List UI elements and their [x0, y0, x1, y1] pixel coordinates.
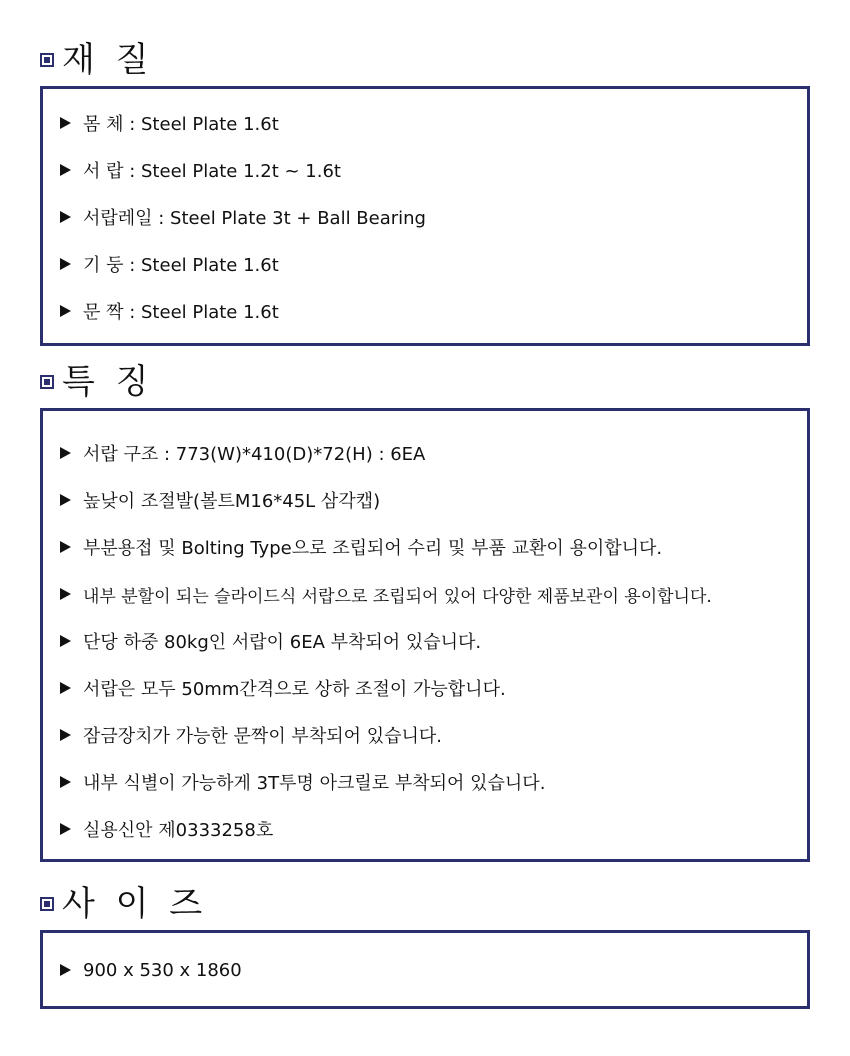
list-item-text: 몸 체 : Steel Plate 1.6t: [83, 114, 279, 135]
section-title-size: [40, 882, 202, 926]
triangle-bullet-icon: [60, 258, 71, 270]
triangle-bullet-icon: [60, 729, 71, 741]
list-item: [60, 722, 442, 748]
triangle-bullet-icon: [60, 494, 71, 506]
list-item: [60, 251, 279, 277]
list-item: [60, 957, 242, 983]
list-item: [60, 440, 425, 466]
list-item: [60, 487, 380, 513]
list-item-text: 높낮이 조절발(볼트M16*45L 삼각캡): [83, 491, 381, 512]
list-item-text: 서랍 구조 : 773(W)*410(D)*72(H) : 6EA: [83, 444, 426, 465]
list-item-text: 내부 분할이 되는 슬라이드식 서랍으로 조립되어 있어 다양한 제품보관이 용이합니다.: [83, 586, 712, 607]
section-title-text: 특 징: [62, 362, 149, 402]
square-bullet-icon: [40, 53, 54, 67]
section-title-text: 사 이 즈: [62, 884, 203, 924]
list-item-text: 서랍은 모두 50mm간격으로 상하 조절이 가능합니다.: [83, 679, 506, 700]
list-item-text: 900 x 530 x 1860: [83, 959, 242, 981]
list-item: [60, 204, 426, 230]
list-item: [60, 816, 273, 842]
list-item: [60, 769, 545, 795]
list-item: [60, 628, 481, 654]
section-title-features: [40, 360, 149, 404]
list-item: [60, 675, 506, 701]
section-title-material: [40, 38, 149, 82]
section-title-text: 재 질: [62, 40, 149, 80]
triangle-bullet-icon: [60, 776, 71, 788]
triangle-bullet-icon: [60, 682, 71, 694]
triangle-bullet-icon: [60, 635, 71, 647]
list-item: [60, 581, 712, 607]
list-item-text: 실용신안 제0333258호: [83, 820, 274, 841]
triangle-bullet-icon: [60, 823, 71, 835]
material-box: [40, 86, 810, 346]
list-item-text: 부분용접 및 Bolting Type으로 조립되어 수리 및 부품 교환이 용이합니다.: [83, 538, 663, 559]
list-item: [60, 110, 279, 136]
triangle-bullet-icon: [60, 588, 71, 600]
list-item: [60, 298, 279, 324]
triangle-bullet-icon: [60, 964, 71, 976]
list-item: [60, 534, 662, 560]
square-bullet-icon: [40, 375, 54, 389]
list-item-text: 서랍레일 : Steel Plate 3t + Ball Bearing: [83, 208, 426, 229]
triangle-bullet-icon: [60, 447, 71, 459]
list-item-text: 기 둥 : Steel Plate 1.6t: [83, 255, 279, 276]
triangle-bullet-icon: [60, 541, 71, 553]
triangle-bullet-icon: [60, 117, 71, 129]
list-item-text: 잠금장치가 가능한 문짝이 부착되어 있습니다.: [83, 726, 442, 747]
list-item-text: 내부 식별이 가능하게 3T투명 아크릴로 부착되어 있습니다.: [83, 773, 546, 794]
list-item-text: 서 랍 : Steel Plate 1.2t ~ 1.6t: [83, 161, 341, 182]
square-bullet-icon: [40, 897, 54, 911]
triangle-bullet-icon: [60, 164, 71, 176]
list-item-text: 문 짝 : Steel Plate 1.6t: [83, 302, 279, 323]
triangle-bullet-icon: [60, 211, 71, 223]
list-item: [60, 157, 341, 183]
triangle-bullet-icon: [60, 305, 71, 317]
size-box: [40, 930, 810, 1009]
list-item-text: 단당 하중 80kg인 서랍이 6EA 부착되어 있습니다.: [83, 632, 482, 653]
features-box: [40, 408, 810, 862]
